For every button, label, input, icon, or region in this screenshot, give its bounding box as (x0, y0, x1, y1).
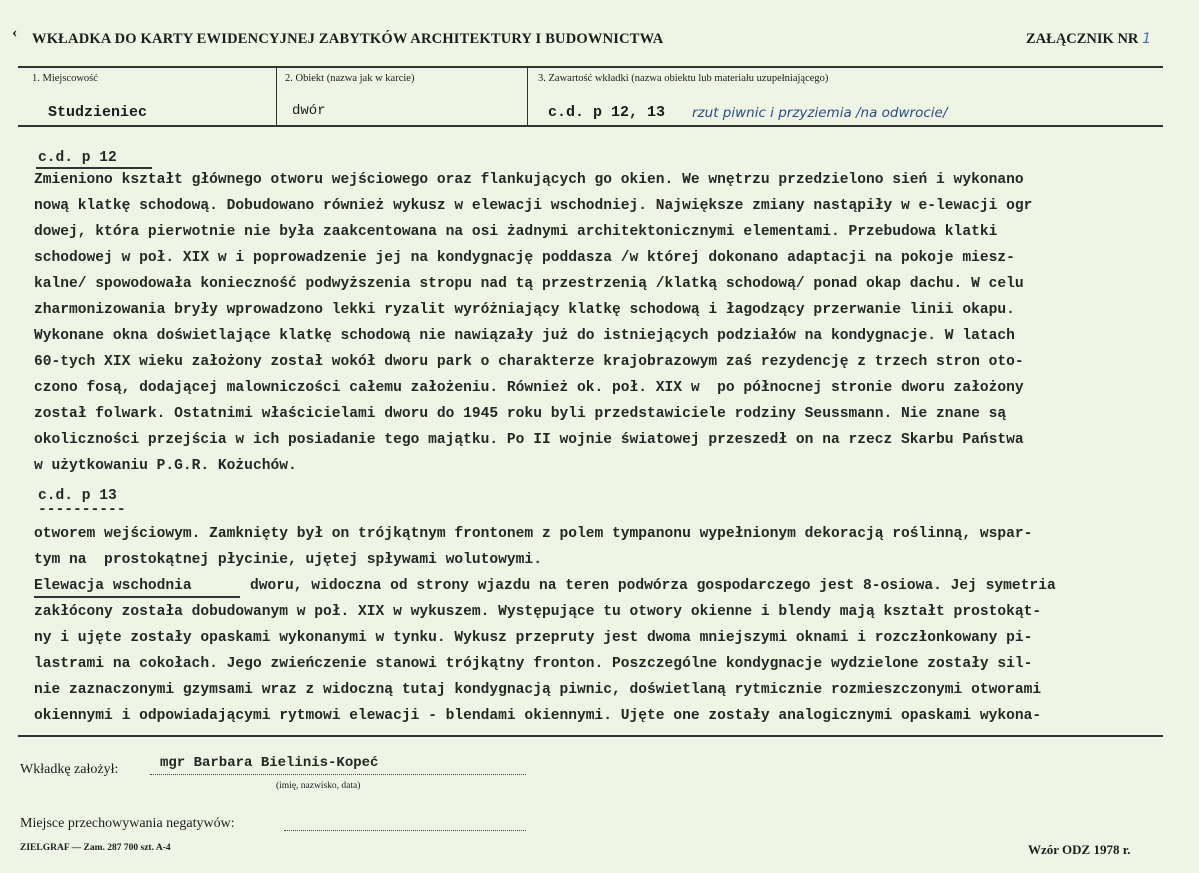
section-1-line: dowej, która pierwotnie nie była zaakcentowana na osi żadnymi architektonicznymi elementami. Przebudowa klatki (34, 224, 998, 240)
section-1-line: czono fosą, dodającej malowniczości całemu założeniu. Również ok. poł. XIX w po północnej stronie dworu założony (34, 380, 1024, 396)
negatives-label: Miejsce przechowywania negatywów: (20, 816, 235, 831)
section-2-line: dworu, widoczna od strony wjazdu na teren podwórza gospodarczego jest 8-osiowa. Jej symetria (250, 578, 1056, 594)
body-rule-bottom (18, 735, 1163, 737)
founder-hint: (imię, nazwisko, data) (276, 781, 361, 791)
section-1-line: 60-tych XIX wieku założony został wokół dworu park o charakterze krajobrazowym zaś rezydencję z trzech stron oto- (34, 354, 1024, 370)
locality-label: 1. Miejscowość (32, 73, 98, 84)
section-2-heading: c.d. p 13 (38, 488, 117, 504)
section-2-line: okiennymi i odpowiadającymi rytmowi elewacji - blendami okiennymi. Ujęte one zostały analogicznymi opaskami wykona- (34, 708, 1042, 724)
section-2-line: zakłócony została dobudowanym w poł. XIX w wykuszem. Występujące tu otwory okienne i blendy mają kształt prostokąt- (34, 604, 1042, 620)
template-info: Wzór ODZ 1978 r. (1028, 842, 1131, 857)
section-2-line: nie zaznaczonymi gzymsami wraz z widoczną tutaj kondygnacją piwnic, doświetlaną rytmicznie rozmieszczonymi otworami (34, 682, 1042, 698)
locality-value: Studzieniec (48, 104, 148, 121)
attachment-number (1026, 31, 1151, 48)
section-1-heading-underline (36, 167, 152, 169)
section-1-line: Zmieniono kształt głównego otworu wejściowego oraz flankujących go okien. We wnętrzu przedzielono sień i wykonano (34, 172, 1024, 188)
object-value: dwór (292, 103, 326, 119)
section-2-heading-underline: ---------- (38, 502, 126, 518)
object-label: 2. Obiekt (nazwa jak w karcie) (285, 73, 415, 84)
negatives-dotted-line (284, 830, 526, 831)
section-2-line: ny i ujęte zostały opaskami wykonanymi w tynku. Wykusz przepruty jest dwoma mniejszymi oknami i rozczłonkowany pi- (34, 630, 1033, 646)
contents-typed-value: c.d. p 12, 13 (548, 104, 666, 121)
section-1-line: nową klatkę schodową. Dobudowano również wykusz w elewacji wschodniej. Największe zmiany nastąpiły w e-lewacji ogr (34, 198, 1033, 214)
section-1-line: kalne/ spowodowała konieczność podwyższenia stropu nad tą przestrzenią /klatką schodową/ ponad okap dachu. W celu (34, 276, 1024, 292)
section-2-line: otworem wejściowym. Zamknięty był on trójkątnym frontonem z polem tympanonu wypełnionym dekoracją roślinną, wspar- (34, 526, 1033, 542)
section-2-line: lastrami na cokołach. Jego zwieńczenie stanowi trójkątny fronton. Poszczególne kondygnacje wydzielone zostały sil- (34, 656, 1033, 672)
contents-label: 3. Zawartość wkładki (nazwa obiektu lub materiału uzupełniającego) (538, 73, 829, 84)
section-1-line: okoliczności przejścia w ich posiadanie tego majątku. Po II wojnie światowej przeszedł on na rzecz Skarbu Państwa (34, 432, 1024, 448)
attachment-label: ZAŁĄCZNIK NR (1026, 31, 1139, 47)
east-elevation-underline (34, 596, 240, 598)
section-1-line: w użytkowaniu P.G.R. Kożuchów. (34, 458, 297, 474)
corner-mark: ‹ (12, 24, 18, 41)
section-1-line: został folwark. Ostatnimi właścicielami dworu do 1945 roku byli przedstawiciele rodziny Seussmann. Nie znane są (34, 406, 1007, 422)
header-rule-bottom (18, 125, 1163, 127)
printer-info: ZIELGRAF — Zam. 287 700 szt. A-4 (20, 843, 171, 853)
section-2-line: tym na prostokątnej płycinie, ujętej spływami wolutowymi. (34, 552, 542, 568)
section-1-line: schodowej w poł. XIX w i poprowadzenie jej na kondygnację poddasza /w której dokonano adaptacji na pokoje miesz- (34, 250, 1015, 266)
field-divider-1 (276, 67, 277, 125)
section-1-heading: c.d. p 12 (38, 150, 117, 166)
contents-handwritten-value: rzut piwnic i przyziemia /na odwrocie/ (692, 105, 948, 121)
founder-value: mgr Barbara Bielinis-Kopeć (160, 755, 379, 771)
header-rule-top (18, 66, 1163, 68)
founder-label: Wkładkę założył: (20, 762, 119, 777)
section-1-line: Wykonane okna doświetlające klatkę schodową nie nawiązały już do istniejących podziałów na kondygnacje. W latach (34, 328, 1015, 344)
section-1-line: zharmonizowania bryły wprowadzono lekki ryzalit wyróżniający klatkę schodową i łagodzący przerwanie linii okapu. (34, 302, 1015, 318)
east-elevation-label: Elewacja wschodnia (34, 578, 192, 594)
field-divider-2 (527, 67, 528, 125)
attachment-number-value: 1 (1142, 31, 1152, 47)
founder-dotted-line (150, 774, 526, 775)
form-title: WKŁADKA DO KARTY EWIDENCYJNEJ ZABYTKÓW ARCHITEKTURY I BUDOWNICTWA (32, 31, 664, 47)
